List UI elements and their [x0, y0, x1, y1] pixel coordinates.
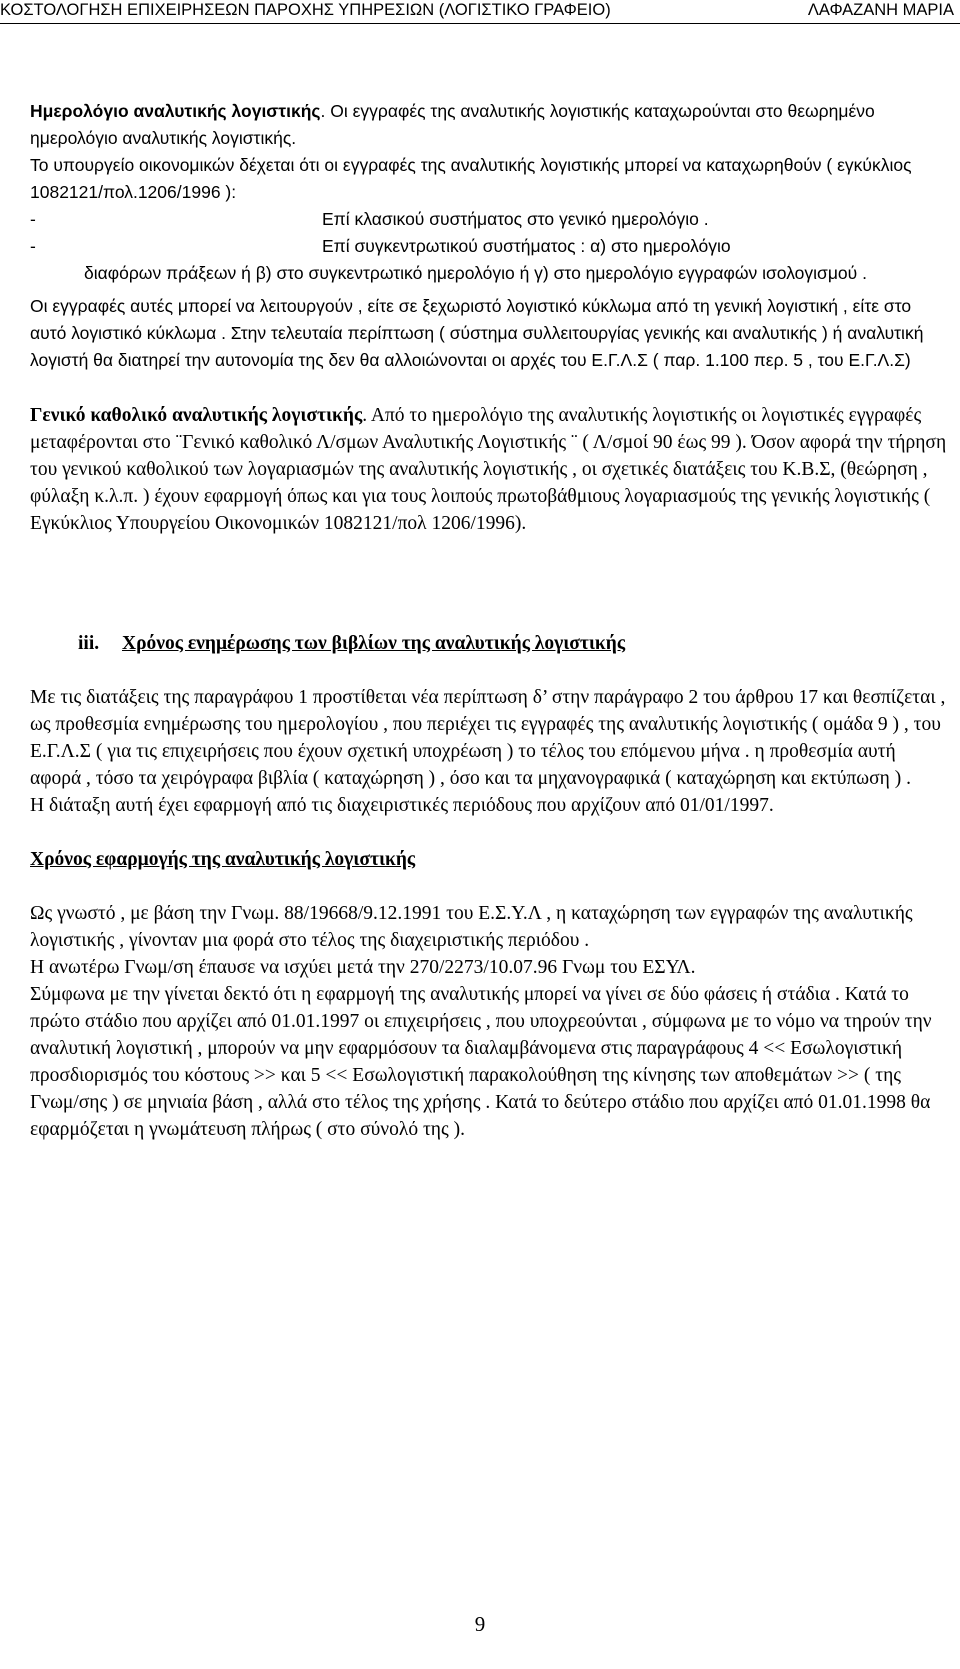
list-dash: - [30, 209, 36, 229]
term-bold: Ημερολόγιο αναλυτικής λογιστικής [30, 101, 321, 121]
header-title: ΚΟΣΤΟΛΟΓΗΣΗ ΕΠΙΧΕΙΡΗΣΕΩΝ ΠΑΡΟΧΗΣ ΥΠΗΡΕΣΙΩΝ (ΛΟΓΙΣΤΙΚΟ ΓΡΑΦΕΙΟ) [0, 1, 611, 19]
section-update-time [30, 630, 950, 819]
section-application-time [30, 846, 950, 1143]
list-item-continuation: διαφόρων πράξεων ή β) στο συγκεντρωτικό ημερολόγιο ή γ) στο ημερολόγιο εγγραφών ισολογισμού . [84, 263, 867, 283]
list-dash: - [30, 236, 36, 256]
page-number: 9 [474, 1612, 486, 1636]
section-heading-text: Χρόνος ενημέρωσης των βιβλίων της αναλυτικής λογιστικής [122, 633, 626, 654]
paragraph-text: . Οι εγγραφές της αναλυτικής λογιστικής καταχωρούνται στο θεωρημένο ημερολόγιο αναλυτικής λογιστικής. [30, 101, 875, 148]
page-content [30, 98, 950, 1143]
section-journal [30, 98, 950, 374]
paragraph: Σύμφωνα με την γίνεται δεκτό ότι η εφαρμογή της αναλυτικής μπορεί να γίνει σε δύο φάσεις ή στάδια . Κατά το πρώτο στάδιο που αρχίζει από 01.01.1997 οι επιχειρήσεις , που υποχρεούνται , σύμφωνα με το νόμο να τηρούν την αναλυτική λογιστική , μπορούν να μην εφαρμόσουν τα διαλαμβάνομενα στις παραγράφους 4 << Εσωλογιστική προσδιορισμός του κόστους >> και 5 << Εσωλογιστική παρακολούθηση της κίνησης των αποθεμάτων >> ( της Γνωμ/σης ) σε μηνιαία βάση , αλλά στο τέλος της χρήσης . Κατά το δεύτερο στάδιο που αρχίζει από 01.01.1998 θα εφαρμόζεται η γνωμάτευση πλήρως ( στο σύνολό της ). [30, 984, 932, 1140]
section-heading [30, 630, 950, 657]
section-heading: Χρόνος εφαρμογής της αναλυτικής λογιστικής [30, 849, 416, 870]
paragraph: Η ανωτέρω Γνωμ/ση έπαυσε να ισχύει μετά την 270/2273/10.07.96 Γνωμ του ΕΣΥΛ. [30, 957, 696, 978]
paragraph: Η διάταξη αυτή έχει εφαρμογή από τις διαχειριστικές περιόδους που αρχίζουν από 01/01/1997. [30, 795, 774, 816]
term-bold: Γενικό καθολικό αναλυτικής λογιστικής [30, 405, 363, 426]
section-general-ledger [30, 402, 950, 537]
paragraph: Οι εγγραφές αυτές μπορεί να λειτουργούν , είτε σε ξεχωριστό λογιστικό κύκλωμα από τη γενική λογιστική , είτε στο αυτό λογιστικό κύκλωμα . Στην τελευταία περίπτωση ( σύστημα συλλειτουργίας γενικής και αναλυτικής ) ή αναλυτική λογιστή θα διατηρεί την αυτονομία της δεν θα αλλοιώνονται οι αρχές του Ε.Γ.Λ.Σ ( παρ. 1.100 περ. 5 , του Ε.Γ.Λ.Σ) [30, 296, 924, 370]
list-item [30, 206, 950, 233]
paragraph [30, 402, 950, 537]
list-item [30, 233, 950, 260]
paragraph: Το υπουργείο οικονομικών δέχεται ότι οι εγγραφές της αναλυτικής λογιστικής μπορεί να καταχωρηθούν ( εγκύκλιος 1082121/πολ.1206/1996 ): [30, 155, 912, 202]
paragraph: Ως γνωστό , με βάση την Γνωμ. 88/19668/9.12.1991 του Ε.Σ.Υ.Λ , η καταχώρηση των εγγραφών της αναλυτικής λογιστικής , γίνονταν μια φορά στο τέλος της διαχειριστικής περιόδου . [30, 903, 913, 951]
list-item-text: Επί κλασικού συστήματος στο γενικό ημερολόγιο . [322, 209, 709, 229]
paragraph [30, 98, 950, 152]
list-item-text: Επί συγκεντρωτικού συστήματος : α) στο ημερολόγιο [322, 236, 731, 256]
paragraph: Με τις διατάξεις της παραγράφου 1 προστίθεται νέα περίπτωση δ’ στην παράγραφο 2 του άρθρου 17 και θεσπίζεται , ως προθεσμία ενημέρωσης του ημερολογίου , που περιέχει τις εγγραφές της αναλυτικής λογιστικής ( ομάδα 9 ) , του Ε.Γ.Λ.Σ ( για τις επιχειρήσεις που έχουν σχετική υποχρέωση ) το τέλος του επόμενου μήνα . η προθεσμία αυτή αφορά , τόσο τα χειρόγραφα βιβλία ( καταχώρηση ) , όσο και τα μηχανογραφικά ( καταχώρηση και εκτύπωση ) . [30, 687, 946, 789]
running-header [0, 0, 960, 24]
paragraph-text: . Από το ημερολόγιο της αναλυτικής λογιστικής οι λογιστικές εγγραφές μεταφέρονται στο ¨Γενικό καθολικό Λ/σμων Αναλυτικής Λογιστικής ¨ ( Λ/σμοί 90 έως 99 ). Όσον αφορά την τήρηση του γενικού καθολικού των λογαριασμών της αναλυτικής λογιστικής , οι σχετικές διατάξεις του Κ.Β.Σ, (θεώρηση , φύλαξη κ.λ.π. ) έχουν εφαρμογή όπως και για τους λοιπούς πρωτοβάθμιους λογαριασμούς της γενικής λογιστικής ( Εγκύκλιος Υπουργείου Οικονομικών 1082121/πολ 1206/1996). [30, 405, 947, 534]
header-author: ΛΑΦΑΖΑΝΗ ΜΑΡΙΑ [807, 1, 954, 19]
section-number: iii. [78, 633, 100, 654]
